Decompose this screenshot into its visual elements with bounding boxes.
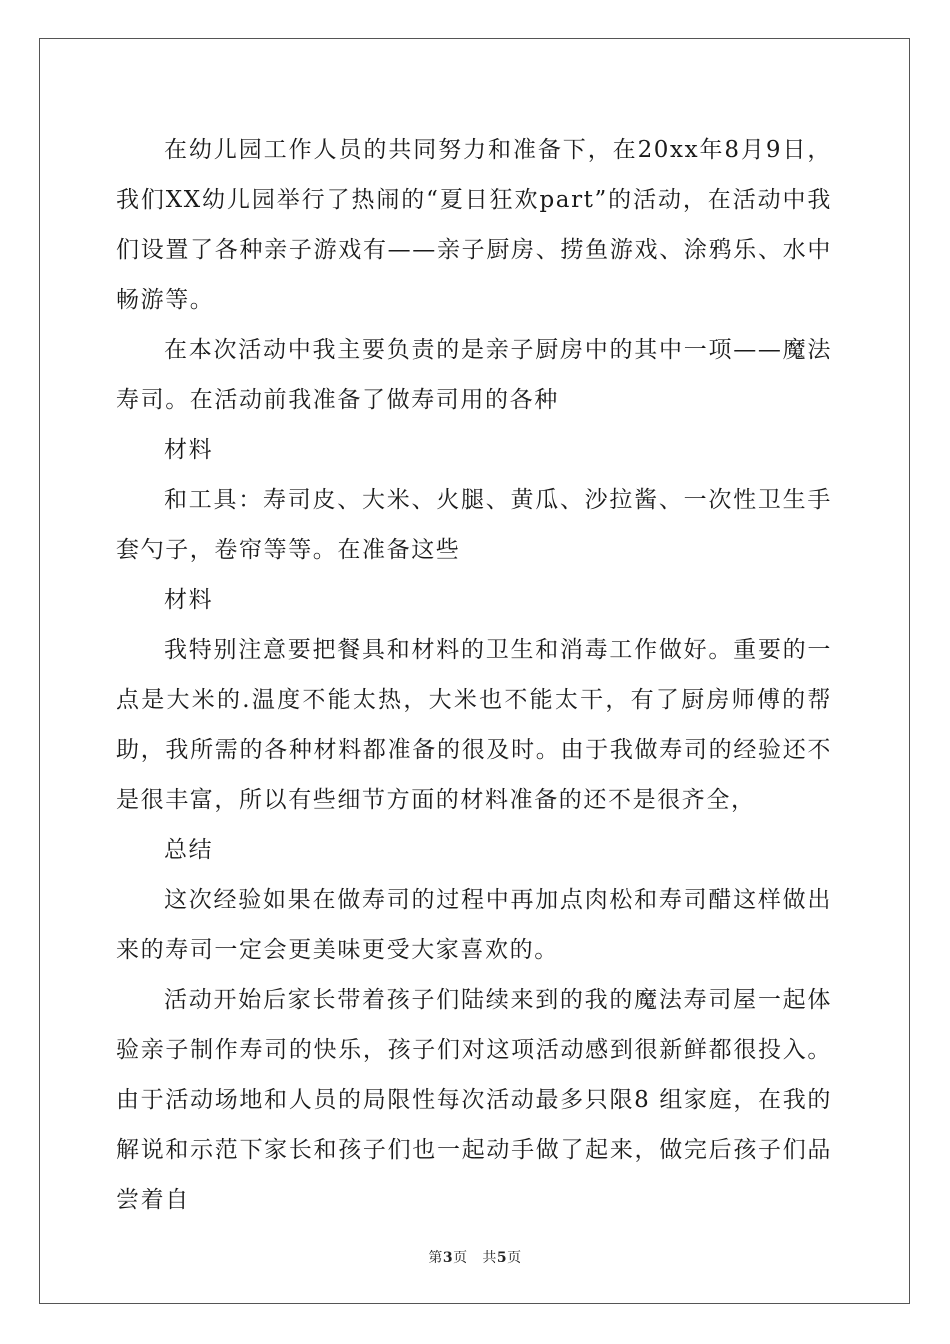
- paragraph-6: 我特别注意要把餐具和材料的卫生和消毒工作做好。重要的一点是大米的.温度不能太热，大米也不能太干，有了厨房师傅的帮助，我所需的各种材料都准备的很及时。由于我做寿司的经验还不是很丰富，所以有些细节方面的材料准备的还不是很齐全，: [116, 637, 832, 813]
- footer-prefix: 第: [428, 1250, 443, 1266]
- footer-total-suffix: 页: [507, 1250, 522, 1266]
- paragraph-7: 总结: [164, 837, 214, 863]
- paragraph-5: 材料: [164, 587, 214, 613]
- document-body: [116, 125, 832, 1225]
- paragraph-8: 这次经验如果在做寿司的过程中再加点肉松和寿司醋这样做出来的寿司一定会更美味更受大家喜欢的。: [116, 887, 832, 963]
- paragraph-4: 和工具：寿司皮、大米、火腿、黄瓜、沙拉酱、一次性卫生手套勺子，卷帘等等。在准备这些: [116, 487, 832, 563]
- footer-page-suffix: 页: [453, 1250, 468, 1266]
- page-footer: [0, 1247, 950, 1267]
- paragraph-1: 在幼儿园工作人员的共同努力和准备下，在20xx年8月9日，我们XX幼儿园举行了热闹的“夏日狂欢part”的活动，在活动中我们设置了各种亲子游戏有——亲子厨房、捞鱼游戏、涂鸦乐、水中畅游等。: [116, 137, 832, 313]
- footer-total-pages: 5: [496, 1250, 508, 1266]
- footer-total-prefix: 共: [482, 1250, 497, 1266]
- paragraph-2: 在本次活动中我主要负责的是亲子厨房中的其中一项——魔法寿司。在活动前我准备了做寿司用的各种: [116, 337, 832, 413]
- footer-page-number: 3: [442, 1250, 454, 1266]
- paragraph-3: 材料: [164, 437, 214, 463]
- paragraph-9: 活动开始后家长带着孩子们陆续来到的我的魔法寿司屋一起体验亲子制作寿司的快乐，孩子们对这项活动感到很新鲜都很投入。由于活动场地和人员的局限性每次活动最多只限8 组家庭，在我的解说和示范下家长和孩子们也一起动手做了起来，做完后孩子们品尝着自: [116, 987, 832, 1213]
